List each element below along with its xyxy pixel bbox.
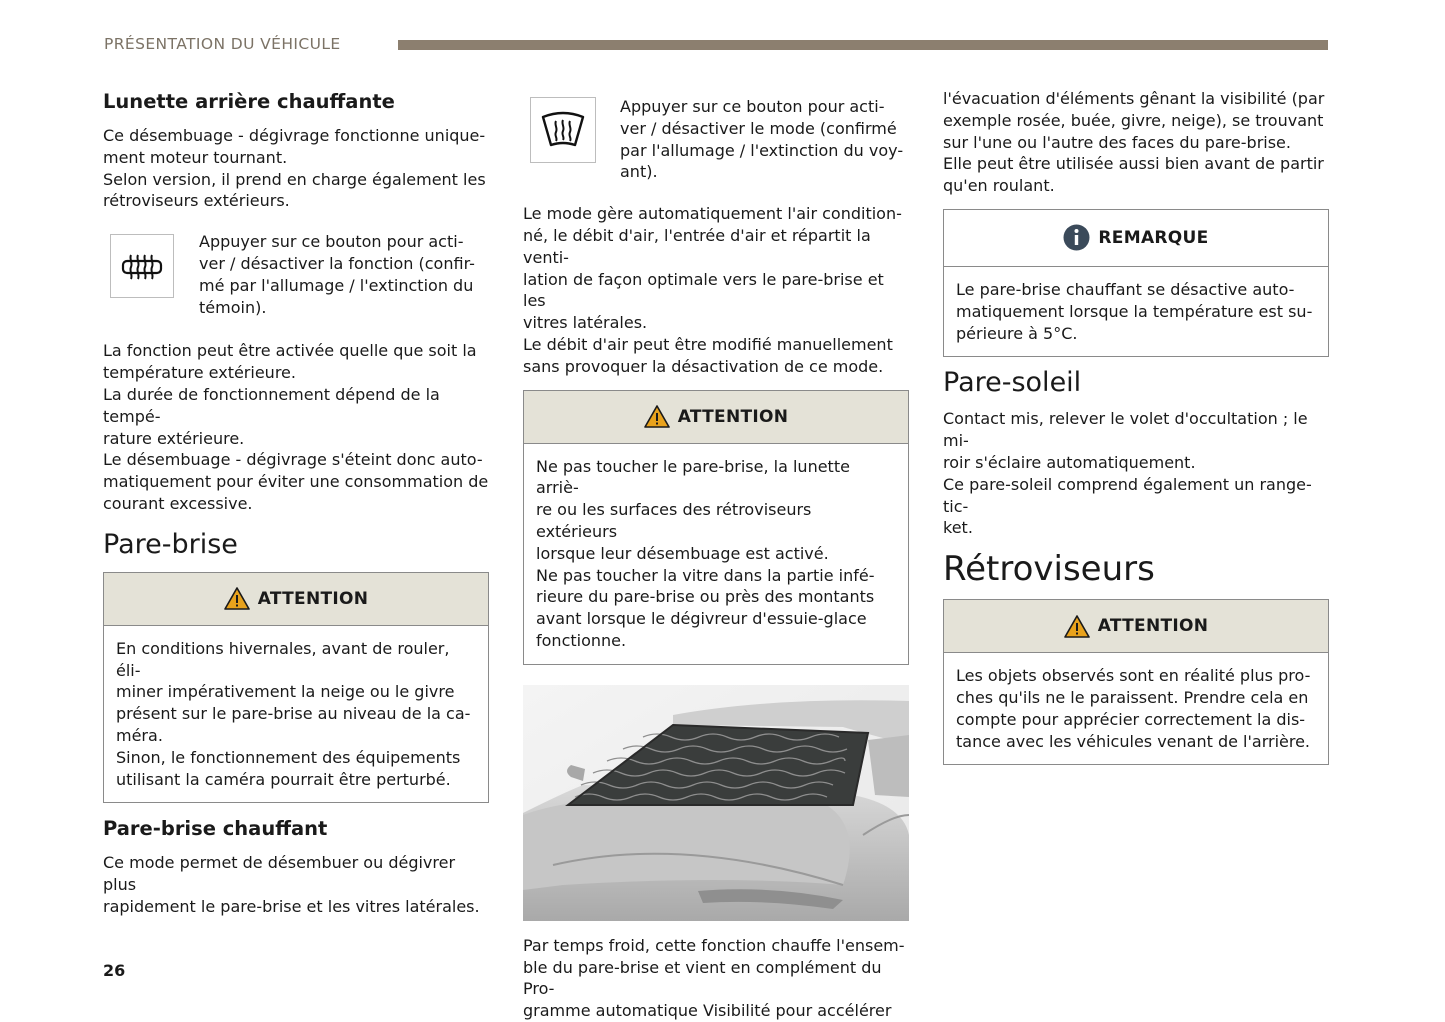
warning-text: En conditions hivernales, avant de rouler, éli- miner impérativement la neige ou le givre présent sur le pare-brise au niveau de la ca- méra. Sinon, le fonctionnement des équipements utilisant la caméra pourrait être perturbé. — [116, 638, 471, 789]
warning-text: Les objets observés sont en réalité plus pro- ches qu'ils ne le paraissent. Prendre cela en compte pour apprécier correctement la dis- tance avec les véhicules venant de l'arrière. — [956, 666, 1311, 751]
note-box — [943, 209, 1329, 357]
warning-triangle-icon — [1064, 615, 1090, 638]
cold-weather-text: Par temps froid, cette fonction chauffe l'ensem- ble du pare-brise et vient en complément du Pro- gramme automatique Visibilité pour accélérer — [523, 935, 905, 1021]
heated-windscreen-illustration — [523, 685, 909, 921]
front-button-text: Appuyer sur ce bouton pour acti- ver / désactiver le mode (confirmé par l'allumage / l'extinction du voy- ant). — [620, 97, 904, 182]
warning-label: ATTENTION — [677, 406, 789, 427]
mode-text: Le mode gère automatiquement l'air condition- né, le débit d'air, l'entrée d'air et répartit la venti- lation de façon optimale vers le pare-brise et les vitres latérales. Le débit d'air peut être modifié manuellement sans provoquer la désactivation de ce mode. — [523, 204, 902, 376]
mirrors-warning — [943, 599, 1329, 765]
continued-text: l'évacuation d'éléments gênant la visibilité (par exemple rosée, buée, givre, neige), se trouvant sur l'une ou l'autre des faces du pare-brise. Elle peut être utilisée aussi bien avant de partir qu'en roulant. — [943, 89, 1325, 196]
warning-triangle-icon — [224, 587, 250, 610]
rear-heating-title: Lunette arrière chauffante — [103, 90, 395, 113]
warning-label: ATTENTION — [257, 588, 369, 609]
defrost-warning — [523, 390, 909, 665]
rear-defrost-row — [103, 234, 489, 318]
windscreen-warning — [103, 572, 489, 804]
rear-heating-details: La fonction peut être activée quelle que soit la température extérieure. La durée de fonctionnement dépend de la tempé- rature extérieure. Le désembuage - dégivrage s'éteint donc auto- matiquement pour éviter une consommation de courant excessive. — [103, 341, 489, 513]
warning-header — [524, 391, 908, 444]
heated-windscreen-title: Pare-brise chauffant — [103, 817, 328, 841]
windscreen-title: Pare-brise — [103, 528, 238, 560]
warning-triangle-icon — [644, 405, 670, 428]
warning-label: ATTENTION — [1097, 616, 1209, 637]
header-bar — [398, 40, 1328, 50]
warning-header — [944, 600, 1328, 653]
mirrors-title: Rétroviseurs — [943, 549, 1155, 590]
front-defrost-icon — [530, 97, 596, 163]
rear-heating-intro: Ce désembuage - dégivrage fonctionne unique- ment moteur tournant. Selon version, il prend en charge également les rétroviseurs extérieurs. — [103, 126, 486, 211]
front-defrost-row — [523, 97, 909, 183]
sun-visor-text: Contact mis, relever le volet d'occultation ; le mi- roir s'éclaire automatiquement. Ce pare-soleil comprend également un range-tic- ket. — [943, 409, 1312, 538]
warning-text: Ne pas toucher le pare-brise, la lunette arriè- re ou les surfaces des rétroviseurs extérieurs lorsque leur désembuage est activé. Ne pas toucher la vitre dans la partie infé- rieure du pare-brise ou près des montants avant lorsque le dégivreur d'essuie-glace fonctionne. — [536, 456, 875, 650]
note-text: Le pare-brise chauffant se désactive auto- matiquement lorsque la température est su- périeure à 5°C. — [956, 279, 1313, 343]
rear-button-text: Appuyer sur ce bouton pour acti- ver / désactiver la fonction (confir- mé par l'allumage / l'extinction du témoin). — [199, 232, 475, 317]
rear-defrost-icon — [110, 234, 174, 298]
heated-windscreen-text: Ce mode permet de désembuer ou dégivrer plus rapidement le pare-brise et les vitres latérales. — [103, 853, 480, 916]
info-icon — [1063, 224, 1090, 251]
column-1 — [103, 86, 489, 918]
note-header — [944, 210, 1328, 267]
page-number: 26 — [103, 961, 126, 980]
warning-header — [104, 573, 488, 626]
note-label: REMARQUE — [1098, 227, 1209, 248]
section-title: PRÉSENTATION DU VÉHICULE — [104, 35, 341, 53]
column-2 — [523, 86, 909, 1022]
sun-visor-title: Pare-soleil — [943, 367, 1082, 399]
column-3 — [943, 86, 1329, 765]
